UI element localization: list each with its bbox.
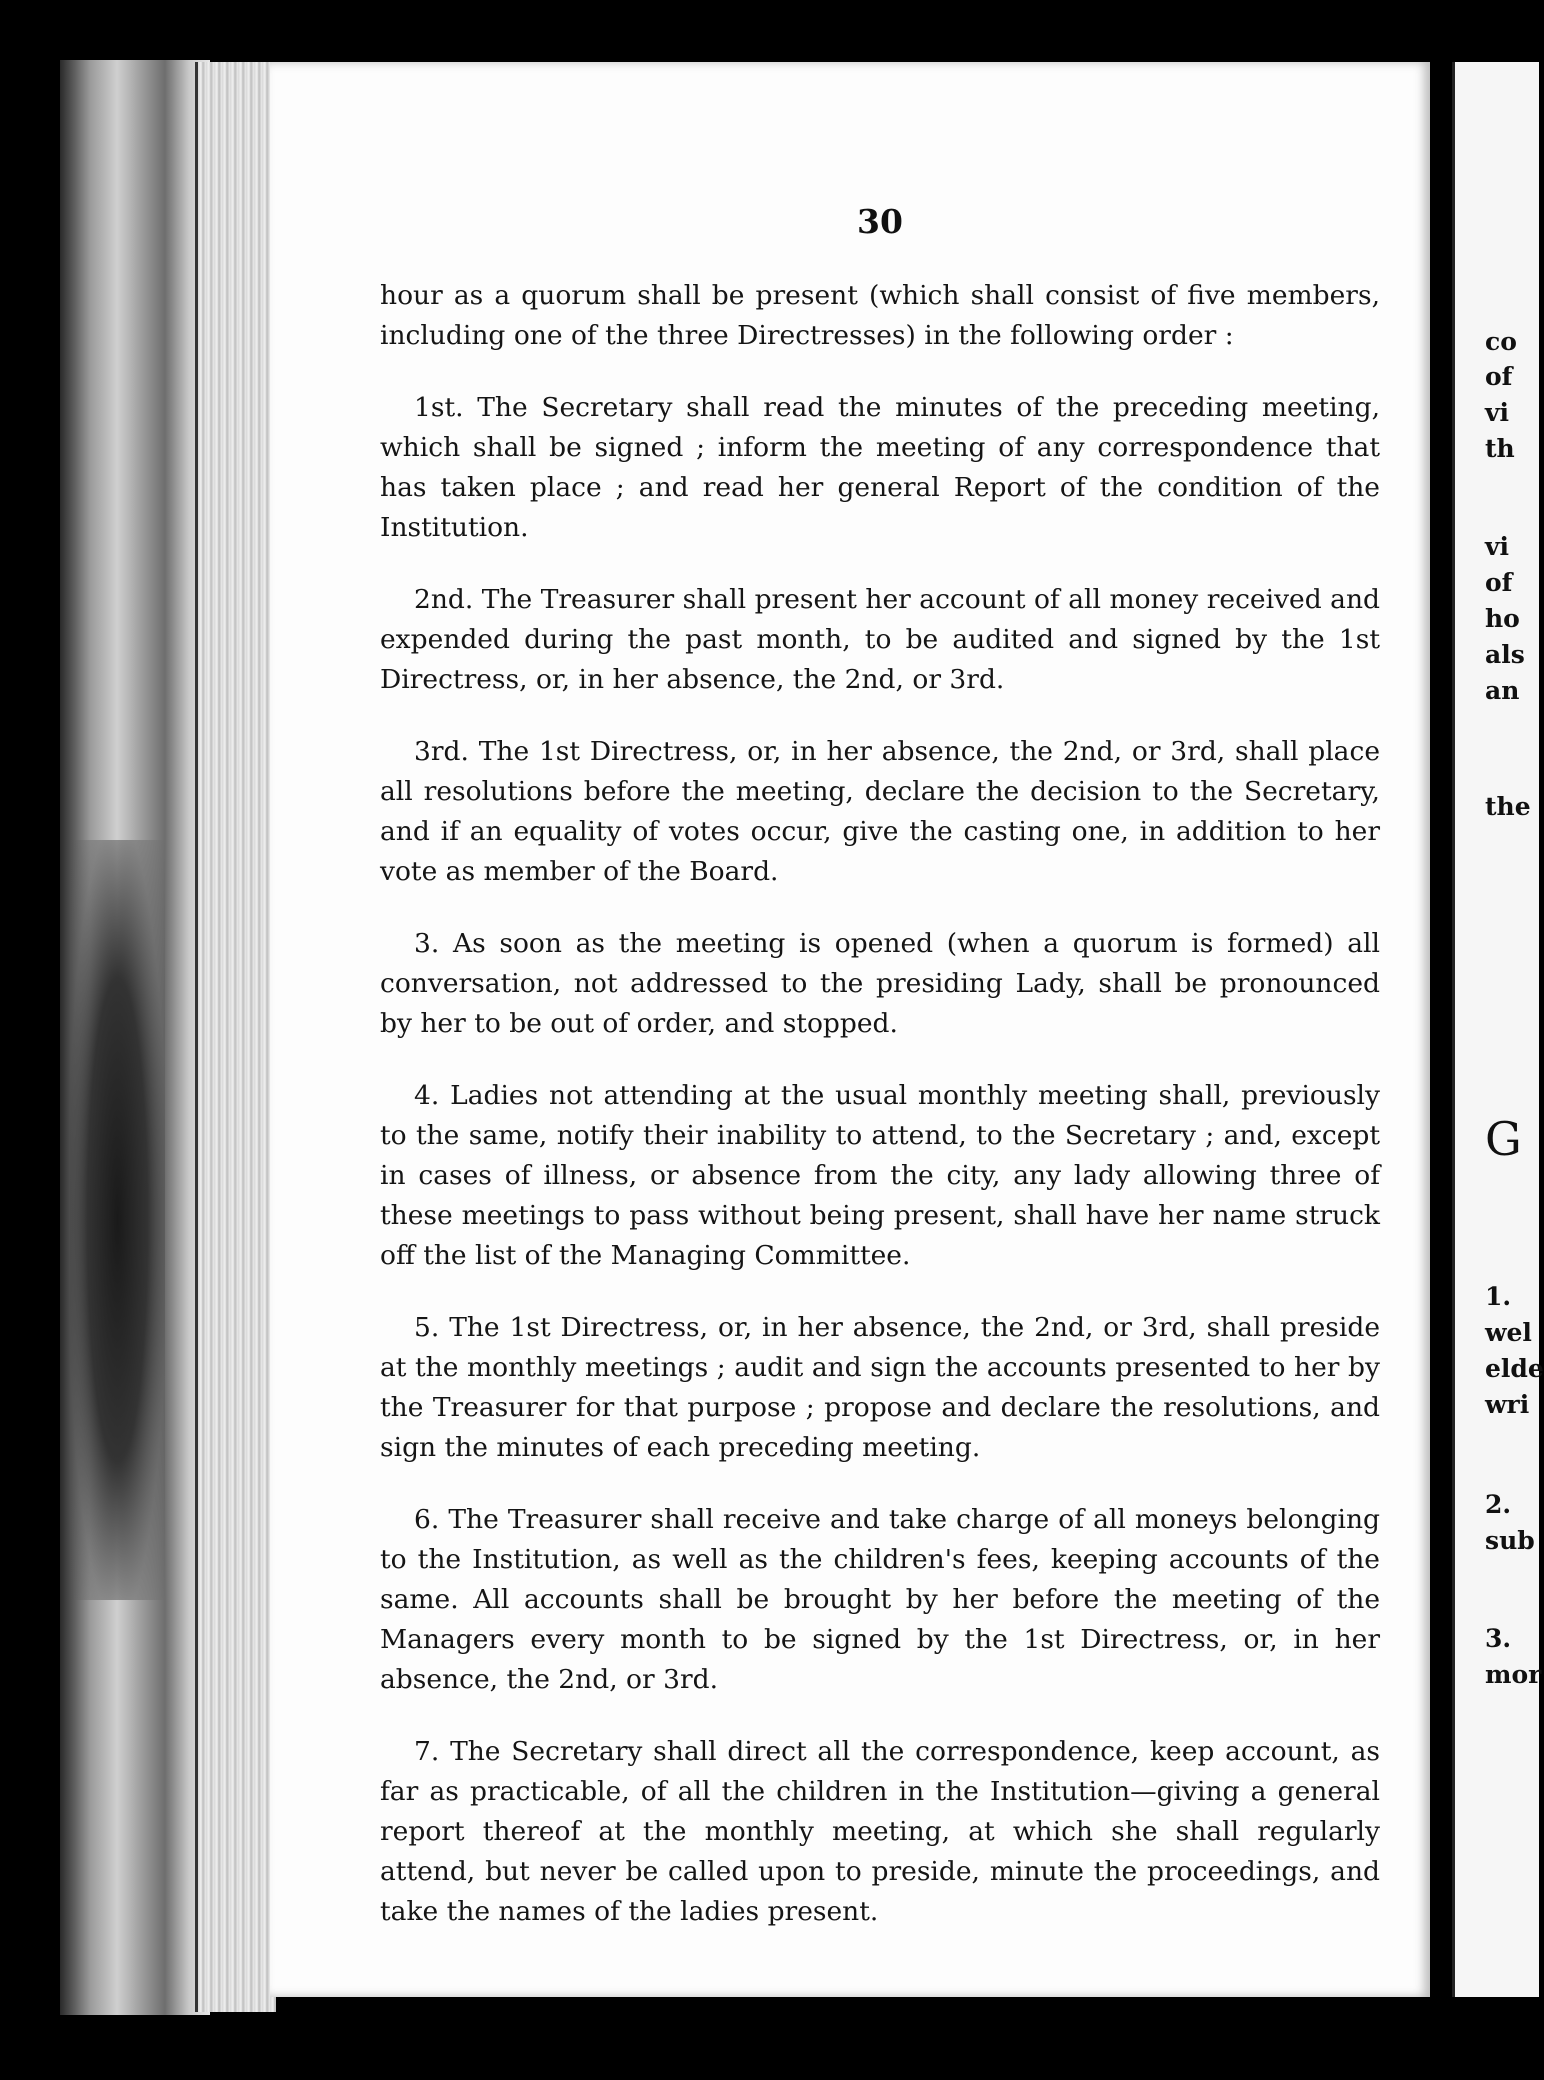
paragraph-2nd-treasurer: 2nd. The Treasurer shall present her account of all money received and expended during the past month, to be audited and signed by the 1st Directress, or, in her absence, the 2nd, or 3rd.: [380, 584, 1380, 695]
fragment-text: of: [1485, 568, 1513, 597]
fragment-text: the: [1485, 792, 1531, 821]
fragment-text: vi: [1485, 398, 1510, 427]
fragment-text: 3.: [1485, 1624, 1512, 1653]
fragment-text: 2.: [1485, 1490, 1512, 1519]
fragment-text: 1.: [1485, 1282, 1512, 1311]
fragment-text: mor: [1485, 1660, 1542, 1689]
page-number: 30: [857, 202, 903, 241]
fragment-text: an: [1485, 676, 1520, 705]
fragment-text: sub: [1485, 1526, 1535, 1555]
adjacent-page-sheet: [1452, 62, 1544, 1997]
fragment-text: elde: [1485, 1354, 1544, 1383]
fragment-text: ho: [1485, 604, 1520, 633]
paragraph-rule-7: 7. The Secretary shall direct all the correspondence, keep account, as far as practicable, of all the children in the Institution—giving a general report thereof at the monthly meeting, at which she shall regularly attend, but never be called upon to preside, minute the proceedings, and take the names of the ladies present.: [380, 1736, 1380, 1927]
fragment-text: als: [1485, 640, 1525, 669]
fragment-text: co: [1485, 327, 1517, 356]
fragment-text: wri: [1485, 1390, 1530, 1419]
adjacent-page: [1430, 0, 1544, 2080]
book-page: [270, 62, 1430, 1997]
book-binding: [60, 60, 210, 2015]
fragment-text: th: [1485, 434, 1515, 463]
fragment-text: wel: [1485, 1318, 1532, 1347]
fragment-heading: G: [1485, 1112, 1522, 1166]
page-body: [380, 276, 1380, 1964]
paragraph-rule-5: 5. The 1st Directress, or, in her absence, the 2nd, or 3rd, shall preside at the monthly meetings ; audit and sign the accounts presented to her by the Treasurer for that purpose ; propose and declare the resolutions, and sign the minutes of each preceding meeting.: [380, 1312, 1380, 1463]
fragment-text: of: [1485, 362, 1513, 391]
binding-shadow: [70, 840, 165, 1600]
paragraph-rule-6: 6. The Treasurer shall receive and take charge of all moneys belonging to the Institution, as well as the children's fees, keeping accounts of the same. All accounts shall be brought by her before the meeting of the Managers every month to be signed by the 1st Directress, or, in her absence, the 2nd, or 3rd.: [380, 1504, 1380, 1695]
paragraph-continuation: hour as a quorum shall be present (which shall consist of five members, including one of the three Directresses) in the following order :: [380, 280, 1380, 351]
paragraph-1st-secretary: 1st. The Secretary shall read the minutes of the preceding meeting, which shall be signed ; inform the meeting of any correspondence that has taken place ; and read her general Report of the condition of the Institution.: [380, 392, 1380, 543]
paragraph-rule-4: 4. Ladies not attending at the usual monthly meeting shall, previously to the same, notify their inability to attend, to the Secretary ; and, except in cases of illness, or absence from the city, any lady allowing three of these meetings to pass without being present, shall have her name struck off the list of the Managing Committee.: [380, 1080, 1380, 1271]
fragment-text: vi: [1485, 532, 1510, 561]
page-edges: [195, 62, 276, 2012]
paragraph-rule-3: 3. As soon as the meeting is opened (when a quorum is formed) all conversation, not addressed to the presiding Lady, shall be pronounced by her to be out of order, and stopped.: [380, 928, 1380, 1039]
paragraph-3rd-directress: 3rd. The 1st Directress, or, in her absence, the 2nd, or 3rd, shall place all resolutions before the meeting, declare the decision to the Secretary, and if an equality of votes occur, give the casting one, in addition to her vote as member of the Board.: [380, 736, 1380, 887]
